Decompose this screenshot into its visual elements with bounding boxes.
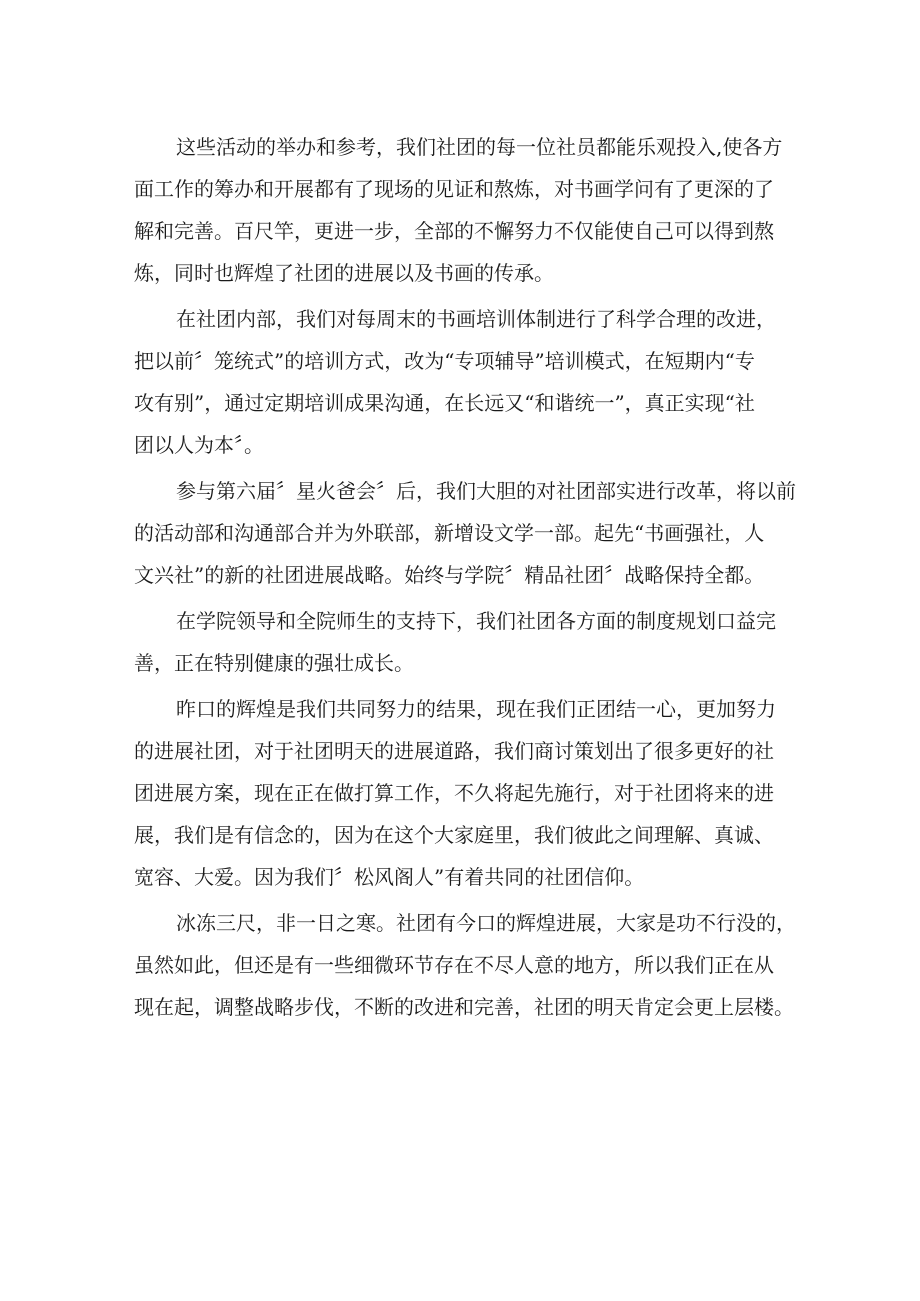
paragraph-line: 的活动部和沟通部合并为外联部，新增设文学一部。起先“书画强社，人 bbox=[134, 521, 765, 545]
document-body bbox=[134, 126, 794, 1028]
paragraph-line: 面工作的筹办和开展都有了现场的见证和熬炼，对书画学问有了更深的了 bbox=[134, 177, 774, 201]
paragraph-line: 昨口的辉煌是我们共同努力的结果，现在我们正团结一心，更加努力 bbox=[176, 697, 776, 721]
paragraph-line: 参与第六届〞星火爸会〞后，我们大胆的对社团部实进行改革，将以前 bbox=[176, 479, 796, 503]
paragraph bbox=[134, 298, 794, 466]
paragraph-line: 在社团内部，我们对每周末的书画培训体制进行了科学合理的改进， bbox=[176, 307, 776, 331]
paragraph-line: 现在起，调整战略步伐，不断的改进和完善，社团的明天肯定会更上层楼。 bbox=[134, 995, 794, 1019]
paragraph-line: 把以前〞笼统式”的培训方式，改为“专项辅导”培训模式，在短期内“专 bbox=[134, 349, 755, 373]
paragraph bbox=[134, 600, 794, 684]
paragraph bbox=[134, 126, 794, 294]
paragraph-line: 攻有别”，通过定期培训成果沟通，在长远又“和谐统一”，真正实现“社 bbox=[134, 391, 755, 415]
paragraph-line: 冰冻三尺，非一日之寒。社团有今口的辉煌进展，大家是功不行没的， bbox=[176, 911, 796, 935]
paragraph-line: 善，正在特别健康的强壮成长。 bbox=[134, 651, 414, 675]
paragraph-line: 在学院领导和全院师生的支持下，我们社团各方面的制度规划口益完 bbox=[176, 609, 776, 633]
paragraph-line: 团以人为本〞。 bbox=[134, 433, 264, 457]
paragraph-line: 虽然如此，但还是有一些细微环节存在不尽人意的地方，所以我们正在从 bbox=[134, 953, 774, 977]
paragraph-line: 宽容、大爱。因为我们〞松风阁人”有着共同的社团信仰。 bbox=[134, 865, 645, 889]
paragraph-line: 解和完善。百尺竿，更进一步，全部的不懈努力不仅能使自己可以得到熬 bbox=[134, 219, 774, 243]
paragraph bbox=[134, 688, 794, 898]
paragraph-line: 炼，同时也辉煌了社团的进展以及书画的传承。 bbox=[134, 261, 554, 285]
paragraph-line: 这些活动的举办和参考，我们社团的每一位社员都能乐观投入,使各方 bbox=[176, 135, 783, 159]
paragraph-line: 团进展方案，现在正在做打算工作，不久将起先施行，对于社团将来的进 bbox=[134, 781, 774, 805]
paragraph bbox=[134, 470, 794, 596]
paragraph bbox=[134, 902, 794, 1028]
paragraph-line: 文兴社”的新的社团进展战略。始终与学院〞精品社团〞战略保持全都。 bbox=[134, 563, 765, 587]
paragraph-line: 展，我们是有信念的，因为在这个大家庭里，我们彼此之间理解、真诚、 bbox=[134, 823, 774, 847]
paragraph-line: 的进展社团，对于社团明天的进展道路，我们商讨策划出了很多更好的社 bbox=[134, 739, 774, 763]
